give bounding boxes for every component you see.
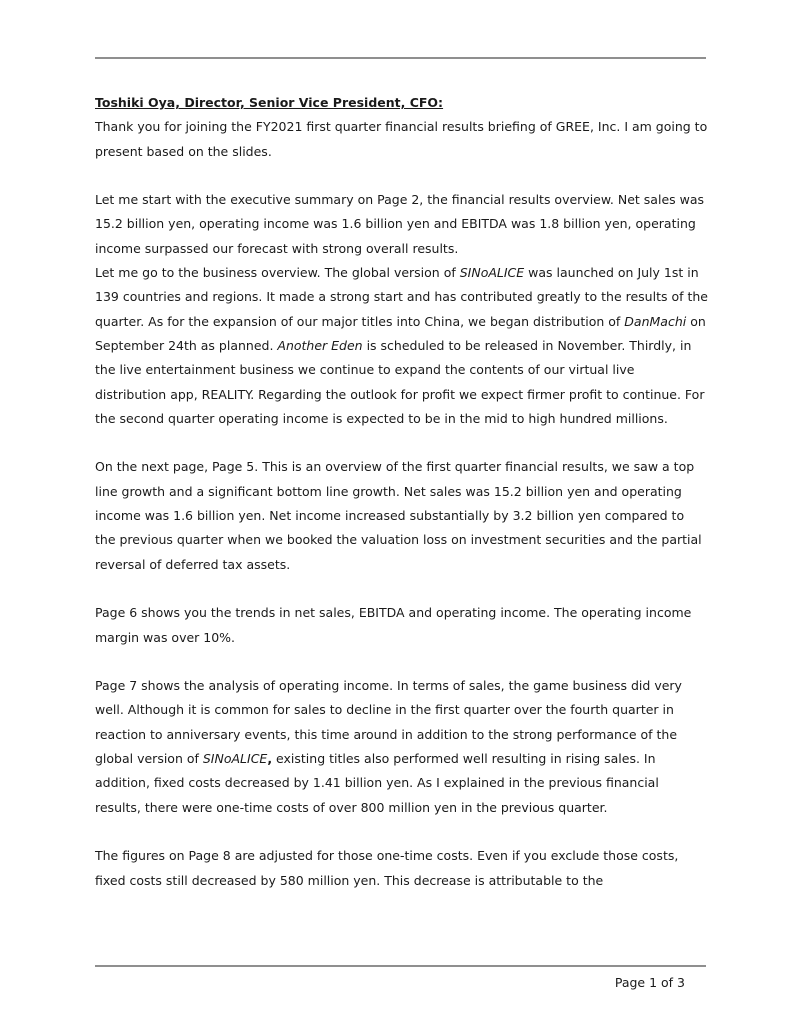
text-run: DanMachi xyxy=(624,313,687,329)
text-run: existing titles also performed well resulting in rising sales. In addition, fixed costs decreased by 1.41 billion yen. As I explained in the previous financial results, there were one-time costs of over 800 million yen in the previous quarter. xyxy=(95,751,659,815)
text-run: On the next page, Page 5. This is an overview of the first quarter financial results, we saw a top line growth and a significant bottom line growth. Net sales was 15.2 billion yen and operating income was 1.6 billion yen. Net income increased substantially by 3.2 billion yen compared to the previous quarter when we booked the valuation loss on investment securities and the partial reversal of deferred tax assets. xyxy=(95,459,702,572)
footer-rule xyxy=(95,965,706,967)
document-content xyxy=(95,91,708,893)
text-run: Page 7 shows the analysis of operating income. In terms of sales, the game business did very well. Although it is common for sales to decline in the first quarter over the fourth quarter in reaction to anniversary events, this time around in addition to the strong performance of the global version of xyxy=(95,678,682,767)
paragraph-business-overview xyxy=(95,261,708,431)
text-run: is scheduled to be released in November. Thirdly, in the live entertainment business we continue to expand the contents of our virtual live distribution app, REALITY. Regarding the outlook for profit we expect firmer profit to continue. For the second quarter operating income is expected to be in the mid to high hundred millions. xyxy=(95,337,705,426)
page-number: Page 1 of 3 xyxy=(614,975,685,990)
paragraph-page7-analysis xyxy=(95,674,708,820)
text-run: Another Eden xyxy=(277,337,363,353)
speaker-heading: Toshiki Oya, Director, Senior Vice President, CFO: xyxy=(95,95,444,110)
text-run: Let me start with the executive summary on Page 2, the financial results overview. Net sales was 15.2 billion yen, operating income was 1.6 billion yen and EBITDA was 1.8 billion yen, operating income surpassed our forecast with strong overall results. xyxy=(95,192,705,256)
page-footer xyxy=(95,971,706,995)
text-run: , xyxy=(267,751,273,767)
text-run: was launched on July 1st in 139 countries and regions. It made a strong start and has contributed greatly to the results of the quarter. As for the expansion of our major titles into China, we began distribution of xyxy=(95,265,709,329)
text-run: Let me go to the business overview. The global version of xyxy=(95,265,460,281)
paragraph-executive-summary xyxy=(95,188,708,261)
text-run: on September 24th as planned. xyxy=(95,313,706,353)
text-run: SINoALICE xyxy=(202,751,268,767)
text-run: Thank you for joining the FY2021 first quarter financial results briefing of GREE, Inc. I am going to present based on the slides. xyxy=(95,119,708,159)
paragraph-page5-overview xyxy=(95,455,708,576)
paragraph-page8-adjusted xyxy=(95,844,708,893)
paragraph-page6-trends xyxy=(95,601,708,650)
text-run: SINoALICE xyxy=(459,265,525,281)
text-run: The figures on Page 8 are adjusted for those one-time costs. Even if you exclude those costs, fixed costs still decreased by 580 million yen. This decrease is attributable to the xyxy=(95,848,679,888)
header-rule xyxy=(95,57,706,59)
paragraph-intro xyxy=(95,115,708,164)
text-run: Page 6 shows you the trends in net sales, EBITDA and operating income. The operating income margin was over 10%. xyxy=(95,605,692,645)
